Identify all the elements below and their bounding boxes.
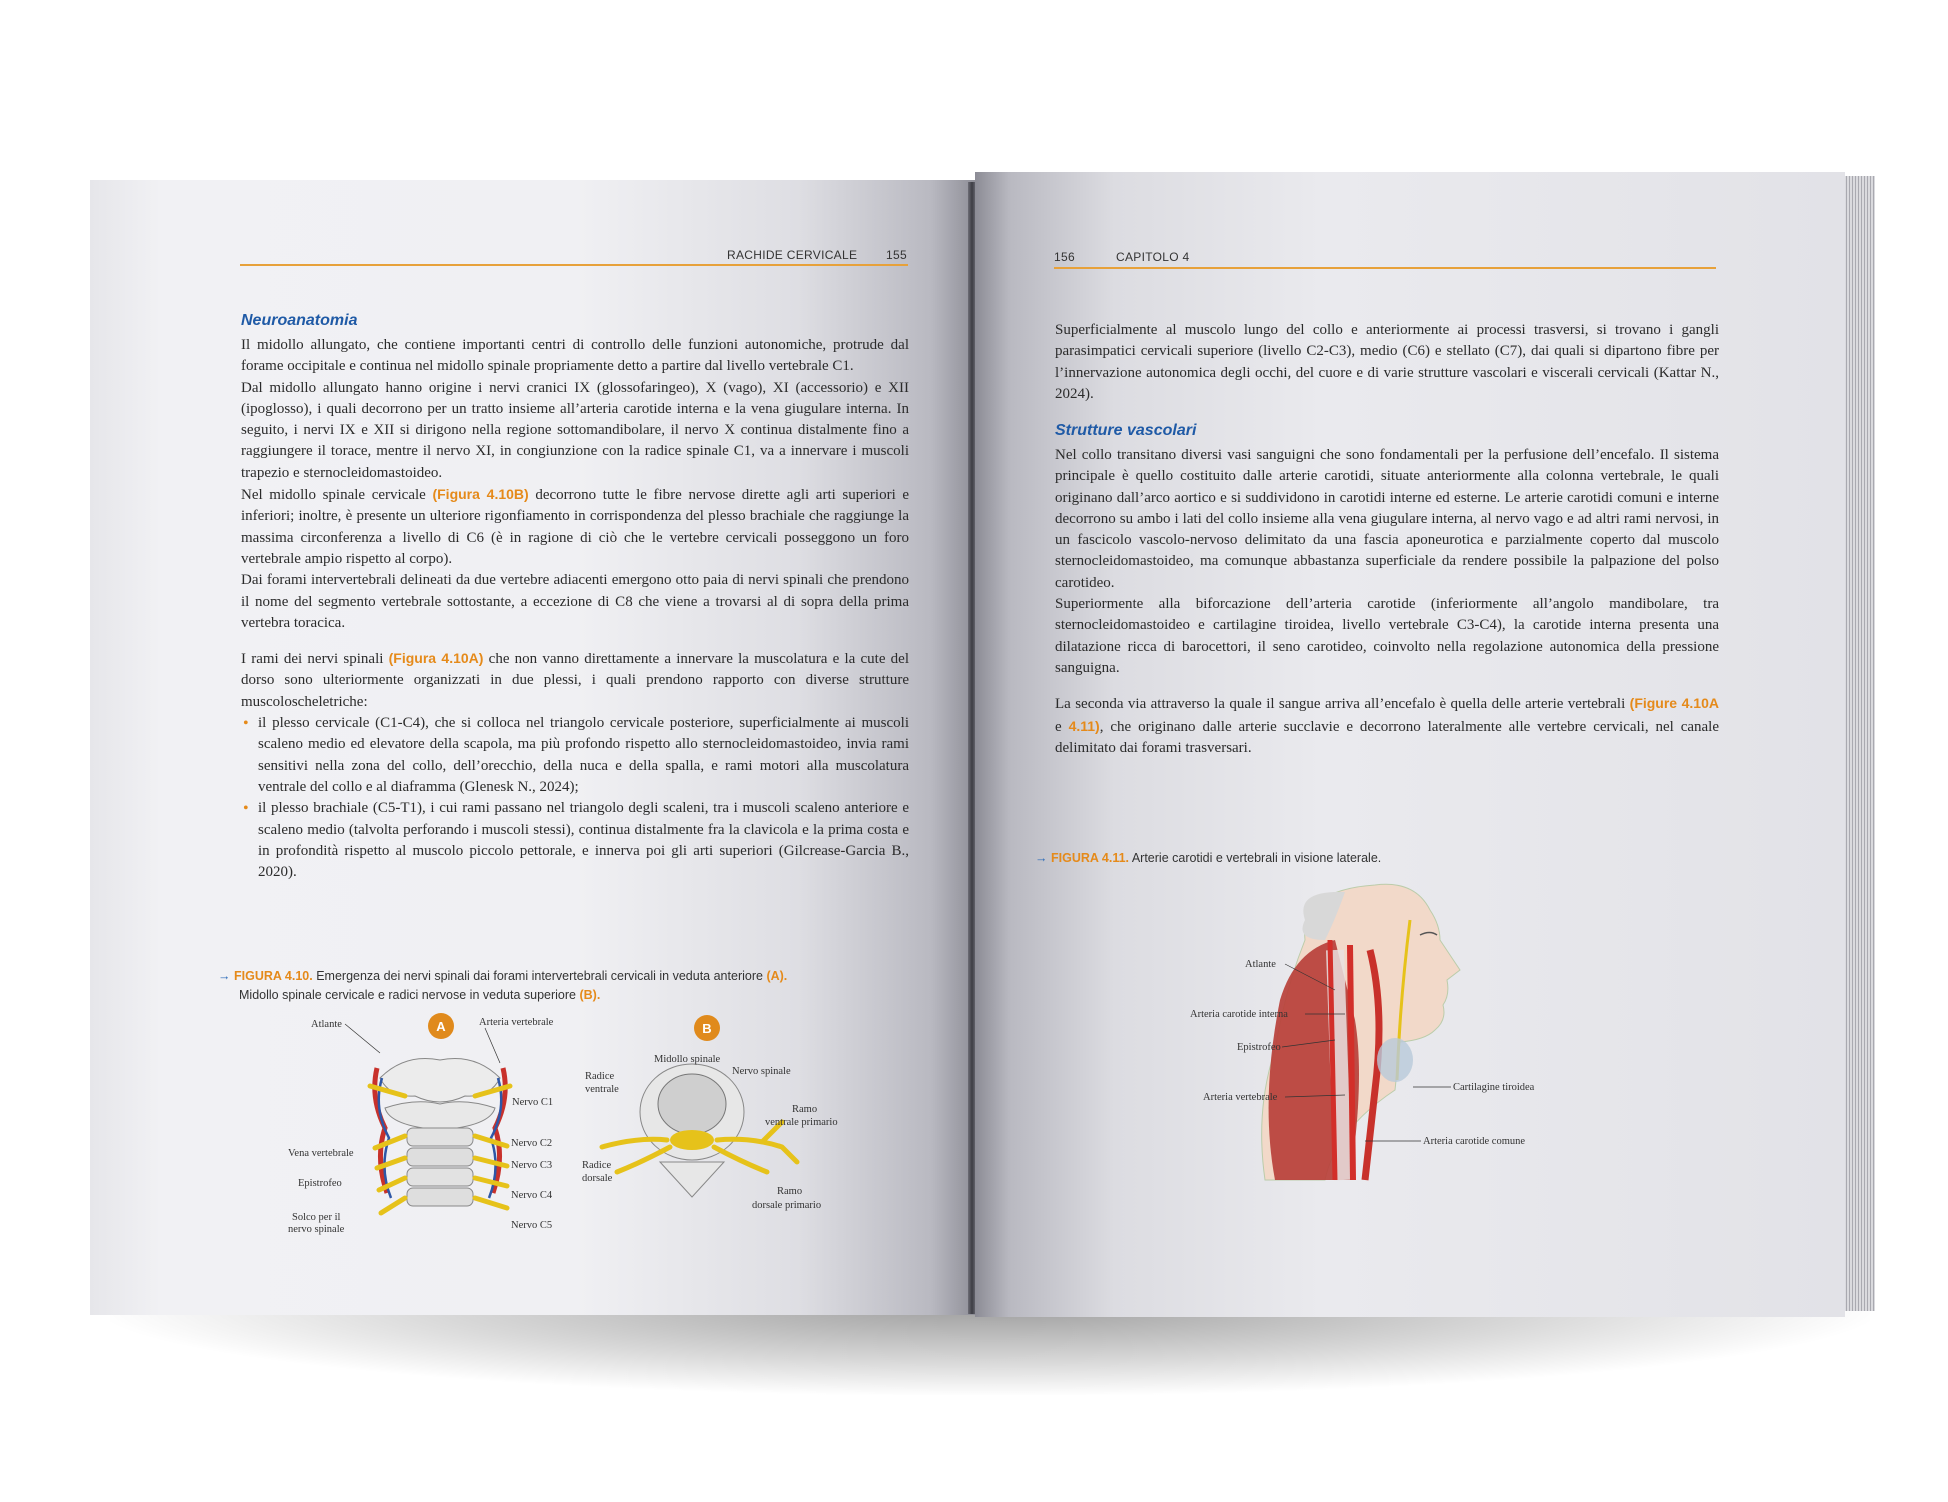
svg-text:Nervo C2: Nervo C2 xyxy=(511,1138,553,1149)
svg-text:Nervo C4: Nervo C4 xyxy=(511,1190,553,1201)
svg-text:nervo spinale: nervo spinale xyxy=(288,1224,345,1235)
right-page xyxy=(975,172,1845,1317)
body-text xyxy=(1055,445,1719,759)
svg-text:dorsale: dorsale xyxy=(582,1173,613,1184)
svg-text:Solco per il: Solco per il xyxy=(292,1212,341,1223)
left-page xyxy=(90,180,975,1315)
arrow-icon: → xyxy=(1035,851,1048,865)
page-number: 155 xyxy=(886,248,907,262)
svg-text:Nervo C3: Nervo C3 xyxy=(511,1160,553,1171)
paragraph: Superficialmente al muscolo lungo del collo e anteriormente ai processi trasversi, si trovano i gangli parasimpatici cervicali superiore (livello C2-C3), medio (C6) e stellato (C7), dai quali si dipartono fibre per l’innervazione autonomica degli occhi, del cuore e di varie strutture vascolari e viscerali cervicali (Kattar N., 2024). xyxy=(1055,322,1719,402)
paragraph: I rami dei nervi spinali (Figura 4.10A) che non vanno direttamente a innervare la muscolatura e la cute del dorso sono ulteriormente organizzati in due plessi, i quali prendono rapporto con diverse strutture muscoloscheletriche: xyxy=(241,650,910,710)
section-title: Neuroanatomia xyxy=(241,312,358,329)
svg-text:Cartilagine tiroidea: Cartilagine tiroidea xyxy=(1453,1082,1535,1093)
svg-text:Radice: Radice xyxy=(582,1160,612,1171)
svg-text:Vena vertebrale: Vena vertebrale xyxy=(288,1148,354,1159)
svg-text:Arteria carotide interna: Arteria carotide interna xyxy=(1190,1009,1288,1020)
svg-text:Nervo spinale: Nervo spinale xyxy=(732,1066,791,1077)
arrow-icon: → xyxy=(218,969,231,983)
figure-ref[interactable]: (Figura 4.10A) xyxy=(388,650,484,667)
paragraph: Nel collo transitano diversi vasi sanguigni che sono fondamentali per la perfusione dell’encefalo. Il sistema principale è quello costituito dalle arterie carotidi, situate anteriormente alla colonna vertebrale, le quali originano dall’arco aortico e si suddividono in carotidi interne ed esterne. Le arterie carotidi comuni e interne decorrono su ambo i lati del collo insieme alla vena giugulare interna, al nervo vago e ad altri rami nervosi, in un fascicolo vascolo-nervoso delimitato da una fascia aponeurotica e parzialmente coperto dal muscolo sternocleidomastoideo, ma comunque abbastanza superficiale da rendere possibile la palpazione del polso carotideo. xyxy=(1055,447,1719,591)
figure-4-10b xyxy=(582,1012,862,1232)
figure-4-11 xyxy=(1185,880,1595,1210)
header-rule xyxy=(1054,267,1716,269)
paragraph: Superiormente alla biforcazione dell’arteria carotide (inferiormente all’angolo mandibolare, tra sternocleidomastoideo e cartilagine tiroidea, livello vertebrale C3-C4), la carotide interna presenta una dilatazione ricca di barocettori, il seno carotideo, coinvolto nella regolazione autonomica della pressione sanguigna. xyxy=(1055,596,1719,676)
svg-text:Atlante: Atlante xyxy=(311,1019,342,1030)
bullet-item: • il plesso cervicale (C1-C4), che si colloca nel triangolo cervicale posteriore, superficialmente ai muscoli scaleno medio ed elevatore della scapola, ma più profondo rispetto allo sternocleidomastoideo, invia rami sensitivi nella zona del collo, dell’orecchio, della nuca e della spalla, e rami motori alla muscolatura ventrale del collo e al diaframma (Glenesk N., 2024); xyxy=(258,713,909,798)
svg-text:Nervo C5: Nervo C5 xyxy=(511,1220,553,1231)
svg-text:dorsale primario: dorsale primario xyxy=(752,1200,822,1211)
svg-text:ventrale primario: ventrale primario xyxy=(765,1117,838,1128)
svg-text:Midollo spinale: Midollo spinale xyxy=(654,1054,721,1065)
svg-text:Epistrofeo: Epistrofeo xyxy=(1237,1042,1281,1053)
svg-text:Radice: Radice xyxy=(585,1071,615,1082)
figure-caption: → FIGURA 4.11. Arterie carotidi e vertebrali in visione laterale. xyxy=(1035,851,1382,865)
figure-label: FIGURA 4.10. xyxy=(233,969,313,983)
figure-label: FIGURA 4.11. xyxy=(1050,851,1130,865)
header-rule xyxy=(240,264,908,266)
bullet-item: • il plesso brachiale (C5-T1), i cui rami passano nel triangolo degli scaleni, tra i muscoli scaleno anteriore e scaleno medio (talvolta perforando i muscoli stessi), continua distalmente fra la clavicola e la prima costa e in profondità rispetto al muscolo piccolo pettorale, e innerva poi gli arti superiori (Gilcrease-Garcia B., 2020). xyxy=(258,798,909,883)
svg-text:Arteria vertebrale: Arteria vertebrale xyxy=(1203,1092,1278,1103)
paragraph: Nel midollo spinale cervicale (Figura 4.10B) decorrono tutte le fibre nervose dirette agli arti superiori e inferiori; inoltre, è presente un ulteriore rigonfiamento in corrispondenza del plesso brachiale che raggiunge la massima circonferenza a livello di C6 (è in ragione di ciò che le vertebre cervicali posseggono un foro vertebrale ampio rispetto al corpo). xyxy=(241,486,910,567)
svg-text:B: B xyxy=(702,1021,712,1036)
svg-text:Ramo: Ramo xyxy=(777,1186,803,1197)
svg-text:Arteria vertebrale: Arteria vertebrale xyxy=(479,1017,554,1028)
svg-text:Ramo: Ramo xyxy=(792,1104,818,1115)
svg-text:Nervo C1: Nervo C1 xyxy=(512,1097,554,1108)
figure-ref[interactable]: 4.11) xyxy=(1068,717,1100,734)
running-head: RACHIDE CERVICALE xyxy=(727,248,858,262)
paragraph: Dal midollo allungato hanno origine i nervi cranici IX (glossofaringeo), X (vago), XI (accessorio) e XII (ipoglosso), i quali decorrono per un tratto insieme all’arteria carotide interna e la vena giugulare interna. In seguito, i nervi IX e XII si dirigono nella regione sottomandibolare, il nervo X continua distalmente fino a raggiungere il torace, mentre il nervo XI, in congiunzione con la radice spinale C1, va a innervare i muscoli trapezio e sternocleidomastoideo. xyxy=(241,379,909,481)
paragraph: Il midollo allungato, che contiene importanti centri di controllo delle funzioni autonomiche, protrude dal forame occipitale e continua nel midollo spinale propriamente detto a partire dal livello vertebrale C1. xyxy=(241,337,909,375)
svg-text:A: A xyxy=(436,1019,446,1034)
svg-text:Atlante: Atlante xyxy=(1245,959,1276,970)
svg-text:ventrale: ventrale xyxy=(585,1084,619,1095)
body-text xyxy=(241,335,909,883)
figure-ref[interactable]: (Figura 4.10B) xyxy=(432,486,529,503)
figure-caption: → FIGURA 4.10. Emergenza dei nervi spinali dai forami intervertebrali cervicali in veduta anteriore (A). Midollo spinale cervicale e radici nervose in veduta superiore (B). xyxy=(218,969,788,1002)
paragraph: Dai forami intervertebrali delineati da due vertebre adiacenti emergono otto paia di nervi spinali che prendono il nome del segmento vertebrale sottostante, a eccezione di C8 che viene a trovarsi al di sopra della prima vertebra toracica. xyxy=(241,572,909,631)
figure-ref[interactable]: (Figure 4.10A xyxy=(1629,695,1719,712)
paragraph: La seconda via attraverso la quale il sangue arriva all’encefalo è quella delle arterie vertebrali (Figure 4.10A e 4.11), che originano dalle arterie succlavie e decorrono lateralmente alle vertebre cervicali, nel canale delimitato dai forami trasversari. xyxy=(1055,695,1719,756)
svg-text:Epistrofeo: Epistrofeo xyxy=(298,1178,342,1189)
section-title: Strutture vascolari xyxy=(1055,422,1197,439)
bullet-list xyxy=(241,713,909,883)
body-text xyxy=(1055,320,1719,405)
running-head: CAPITOLO 4 xyxy=(1116,250,1190,264)
figure-4-10a xyxy=(285,1008,565,1238)
svg-text:Arteria carotide comune: Arteria carotide comune xyxy=(1423,1136,1526,1147)
page-number: 156 xyxy=(1054,250,1075,264)
